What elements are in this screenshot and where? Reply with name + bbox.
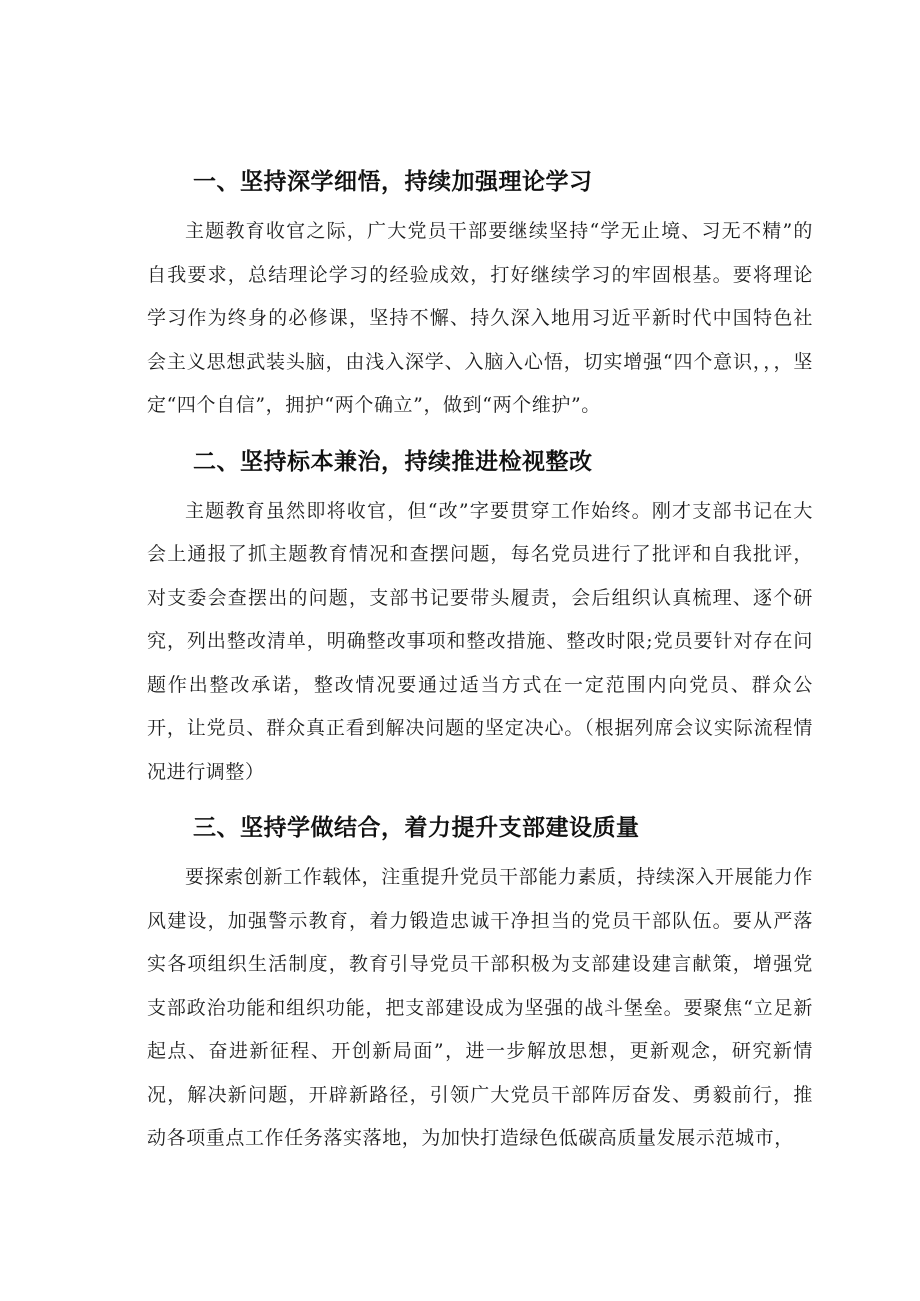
section-heading-3: 三、坚持学做结合，着力提升支部建设质量 <box>193 815 640 841</box>
document-body <box>147 160 813 1161</box>
section-paragraph-3: 要探索创新工作载体，注重提升党员干部能力素质，持续深入开展能力作风建设，加强警示教育，着力锻造忠诚干净担当的党员干部队伍。要从严落实各项组织生活制度，教育引导党员干部积极为支部建设建言献策，增强党支部政治功能和组织功能，把支部建设成为坚强的战斗堡垒。要聚焦“立足新起点、奋进新征程、开创新局面”，进一步解放思想，更新观念，研究新情况，解决新问题，开辟新路径，引领广大党员干部阵厉奋发、勇毅前行，推动各项重点工作任务落实落地，为加快打造绿色低碳高质量发展示范城市， <box>147 866 813 1149</box>
section-paragraph-1: 主题教育收官之际，广大党员干部要继续坚持“学无止境、习无不精”的自我要求，总结理论学习的经验成效，打好继续学习的牢固根基。要将理论学习作为终身的必修课，坚持不懈、持久深入地用习近平新时代中国特色社会主义思想武装头脑，由浅入深学、入脑入心悟，切实增强“四个意识，，，坚定“四个自信”，拥护“两个确立”，做到“两个维护”。 <box>147 220 813 416</box>
section-heading-1: 一、坚持深学细悟，持续加强理论学习 <box>193 169 593 195</box>
section-heading-2: 二、坚持标本兼治，持续推进检视整改 <box>193 448 593 475</box>
section-paragraph-2: 主题教育虽然即将收官，但“改”字要贯穿工作始终。刚才支部书记在大会上通报了抓主题教育情况和查摆问题，每名党员进行了批评和自我批评，对支委会查摆出的问题，支部书记要带头履责，会后组织认真梳理、逐个研究，列出整改清单，明确整改事项和整改措施、整改时限;党员要针对存在问题作出整改承诺，整改情况要通过适当方式在一定范围内向党员、群众公开，让党员、群众真正看到解决问题的坚定决心。（根据列席会议实际流程情况进行调整） <box>147 499 813 783</box>
